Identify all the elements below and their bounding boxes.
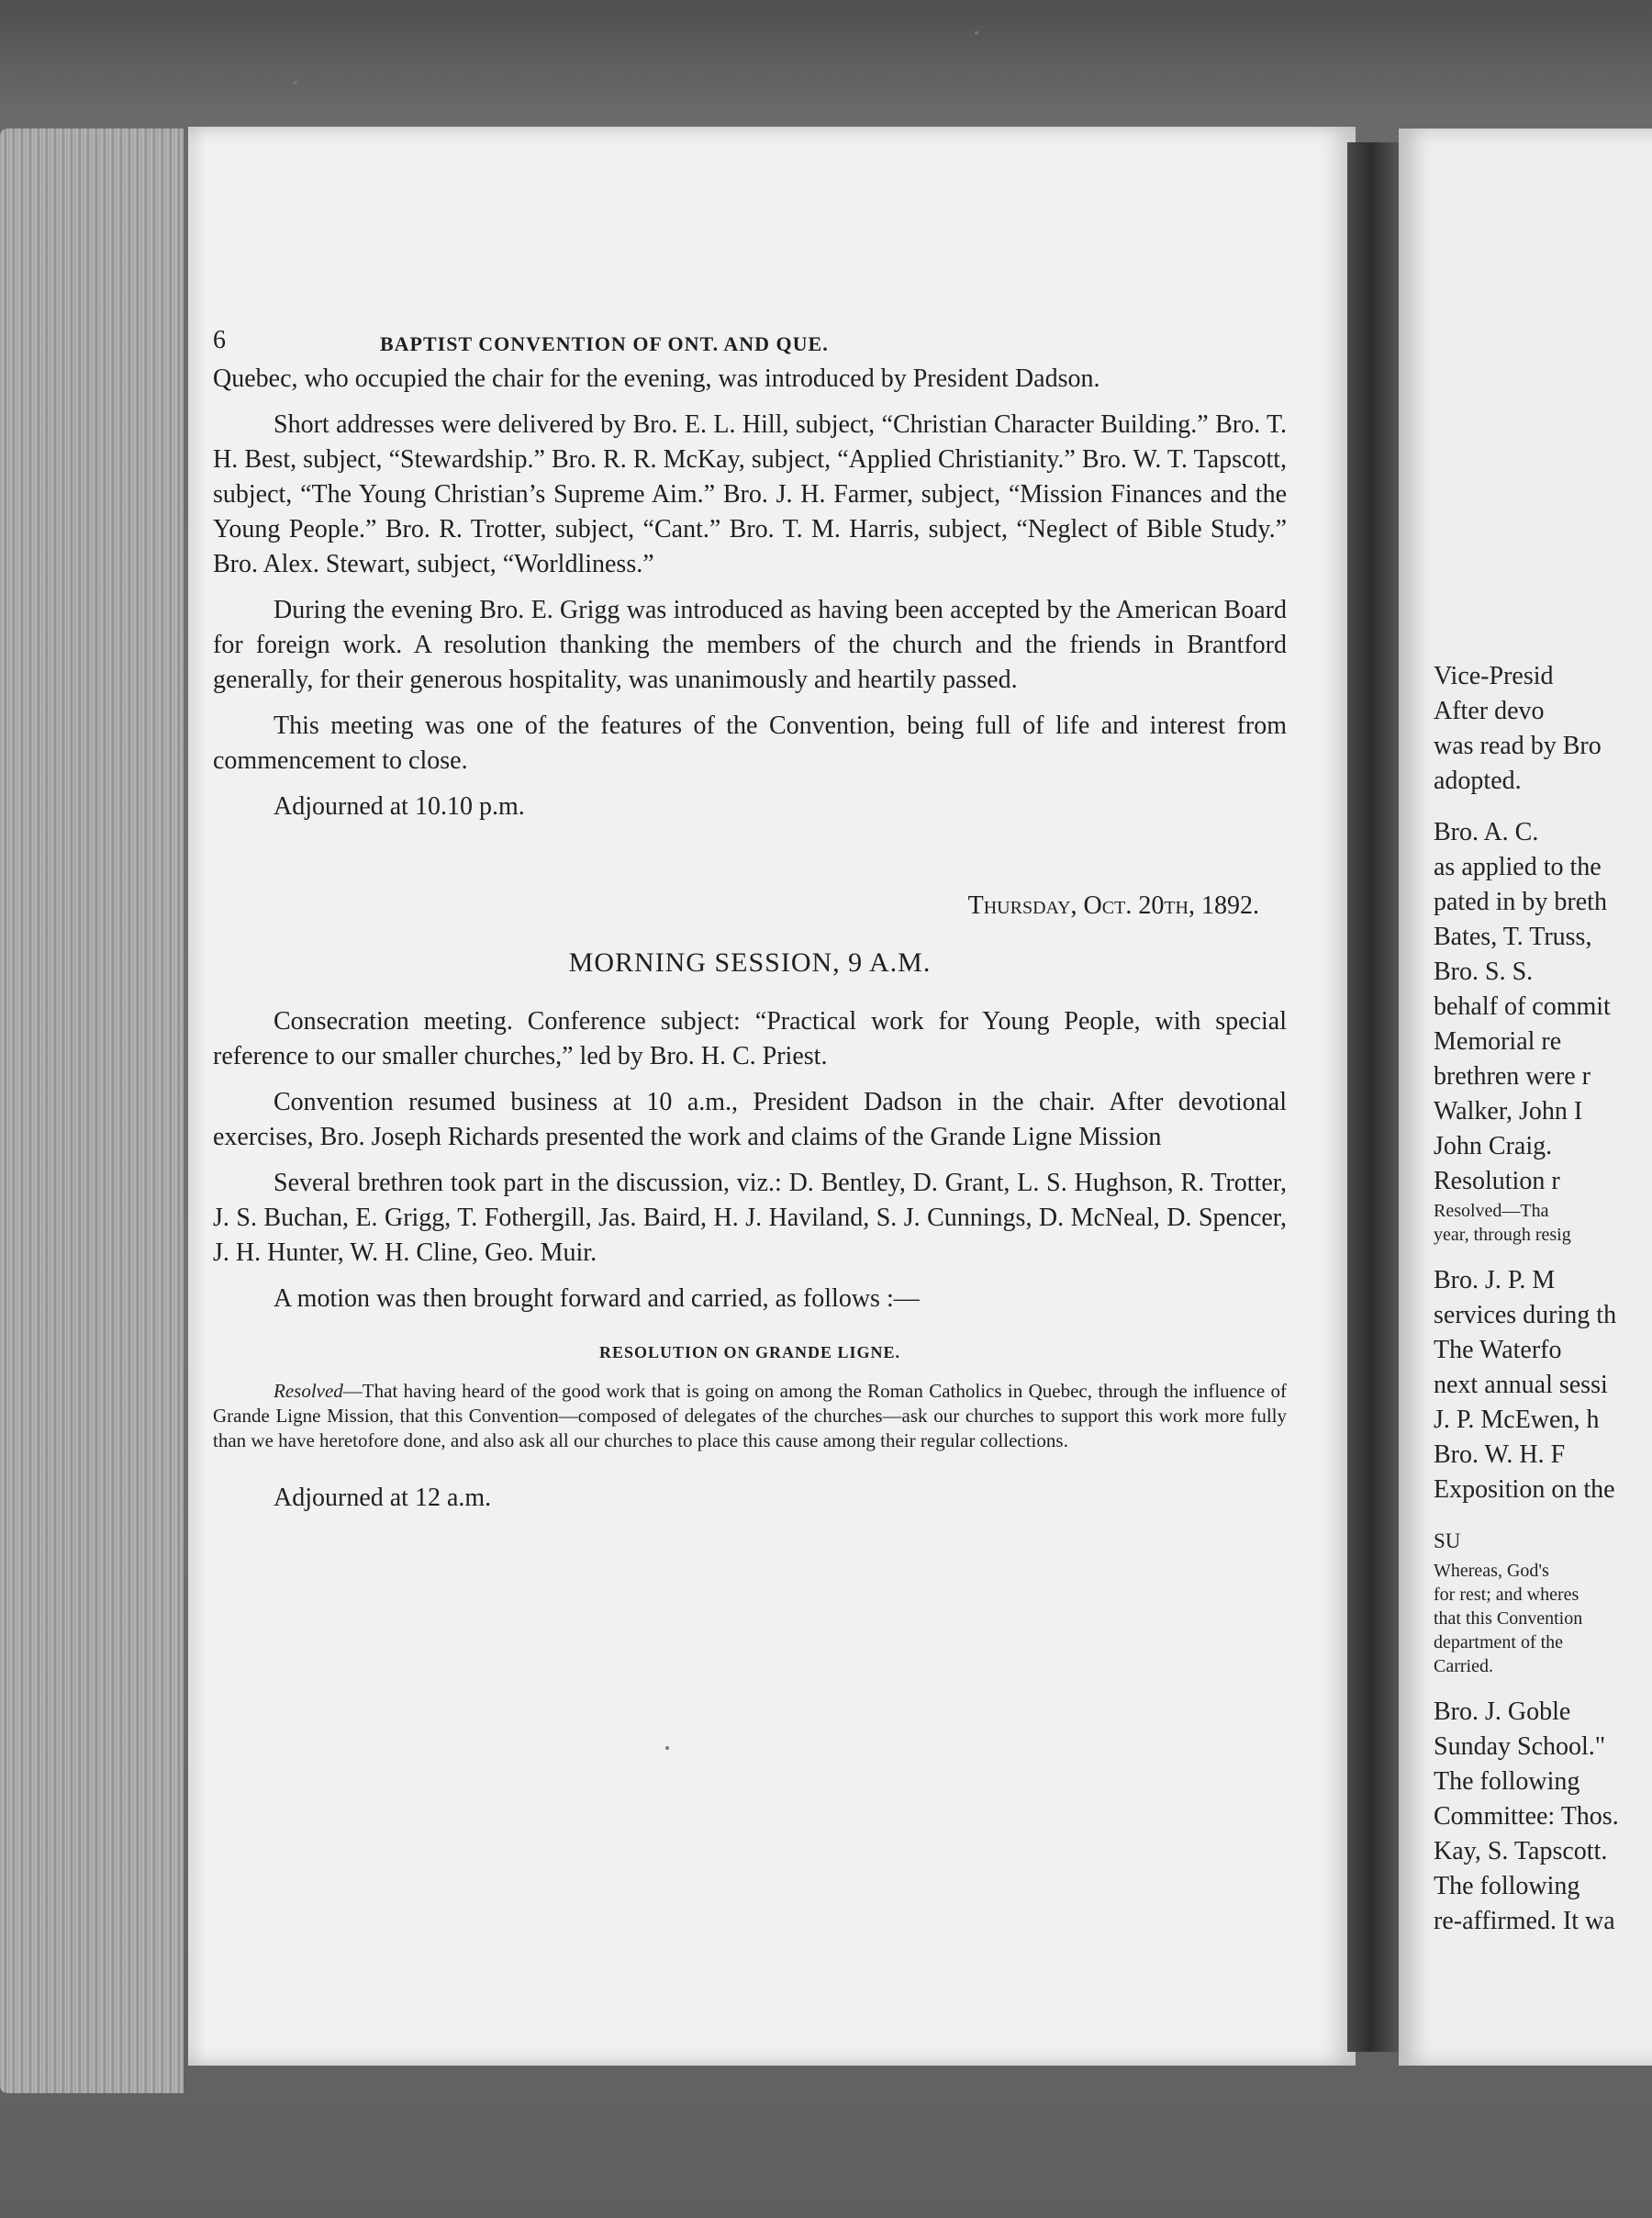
dust-speck [665, 1746, 669, 1750]
right-line: Committee: Thos. [1434, 1802, 1619, 1831]
right-line: Exposition on the [1434, 1475, 1615, 1504]
paragraph-quebec-chair: Quebec, who occupied the chair for the evening, was introduced by President Dadson. [213, 364, 1100, 393]
paragraph-adjourned-morning: Adjourned at 12 a.m. [273, 1484, 492, 1512]
running-title: BAPTIST CONVENTION OF ONT. AND QUE. [380, 332, 829, 355]
paragraph-convention-resumed: Convention resumed business at 10 a.m., President Dadson in the chair. After devotional exercises, Bro. Joseph Richards presented the work and claims of the Grande Ligne Mission [213, 1088, 1287, 1151]
right-line: services during th [1434, 1301, 1617, 1329]
left-page-text [213, 321, 1287, 1527]
right-small-line: year, through resig [1434, 1225, 1571, 1245]
right-small-line: for rest; and wheres [1434, 1585, 1579, 1605]
right-line: next annual sessi [1434, 1371, 1608, 1399]
right-heading-fragment: SU [1434, 1529, 1461, 1552]
right-small-line: Carried. [1434, 1656, 1493, 1676]
right-line: J. P. McEwen, h [1434, 1406, 1600, 1434]
paragraph-consecration-meeting: Consecration meeting. Conference subject: “Practical work for Young People, with special reference to our smaller churches,” led by Bro. H. C. Priest. [213, 1007, 1287, 1070]
right-line: Bro. J. P. M [1434, 1266, 1556, 1294]
right-page-text [1434, 659, 1652, 1939]
right-line: pated in by breth [1434, 888, 1607, 916]
right-line: brethren were r [1434, 1062, 1591, 1091]
right-line: The Waterfo [1434, 1336, 1562, 1364]
right-small-line: Resolved—Tha [1434, 1201, 1549, 1221]
right-small-line: Whereas, God's [1434, 1561, 1549, 1581]
resolution-heading: RESOLUTION ON GRANDE LIGNE. [598, 1343, 901, 1361]
paragraph-discussion-brethren: Several brethren took part in the discussion, viz.: D. Bentley, D. Grant, L. S. Hughson, R. Trotter, J. S. Buchan, E. Grigg, T. Fothergill, Jas. Baird, H. J. Haviland, S. J. Cunnings, D. McNeal, D. Spencer, J. H. Hunter, W. H. Cline, Geo. Muir. [213, 1169, 1287, 1267]
right-small-line: department of the [1434, 1632, 1564, 1652]
right-line: as applied to the [1434, 853, 1602, 881]
right-line: Vice-Presid [1434, 662, 1554, 690]
right-line: The following [1434, 1872, 1580, 1900]
right-line: Bro. W. H. F [1434, 1440, 1566, 1469]
resolution-text [213, 1379, 1287, 1453]
dust-speck [975, 31, 978, 35]
right-line: Resolution r [1434, 1167, 1560, 1195]
right-line: adopted. [1434, 767, 1522, 795]
right-line: Bro. A. C. [1434, 818, 1539, 846]
right-line: re-affirmed. It wa [1434, 1907, 1615, 1935]
paragraph-meeting-features: This meeting was one of the features of the Convention, being full of life and interest from commencement to close. [213, 711, 1287, 775]
right-line: John Craig. [1434, 1132, 1553, 1160]
running-head [213, 321, 1287, 362]
paragraph-short-addresses: Short addresses were delivered by Bro. E. L. Hill, subject, “Christian Character Building.” Bro. T. H. Best, subject, “Stewardship.” Bro. R. R. McKay, subject, “Applied Christianity.” Bro. W. T. Tapscott, subject, “The Young Christian’s Supreme Aim.” Bro. J. H. Farmer, subject, “Mission Finances and the Young People.” Bro. R. Trotter, subject, “Cant.” Bro. T. M. Harris, subject, “Neglect of Bible Study.” Bro. Alex. Stewart, subject, “Worldliness.” [213, 410, 1287, 578]
right-line: The following [1434, 1767, 1580, 1796]
paragraph-motion: A motion was then brought forward and carried, as follows :— [273, 1284, 920, 1313]
dust-speck [294, 81, 297, 84]
right-line: Bro. S. S. [1434, 958, 1534, 986]
right-line: was read by Bro [1434, 732, 1602, 760]
right-spacing [1434, 1247, 1652, 1263]
right-spacing [1434, 1507, 1652, 1524]
right-line: Walker, John I [1434, 1097, 1583, 1126]
book-gutter [1347, 142, 1399, 2052]
right-line: Bro. J. Goble [1434, 1697, 1571, 1726]
paragraph-evening-resolution: During the evening Bro. E. Grigg was introduced as having been accepted by the American Board for foreign work. A resolution thanking the members of the church and the friends in Brantford generally, for their generous hospitality, was unanimously and heartily passed. [213, 596, 1287, 694]
right-line: behalf of commit [1434, 992, 1611, 1021]
right-line: Memorial re [1434, 1027, 1562, 1056]
book-page-edges [0, 129, 184, 2093]
page-number: 6 [213, 326, 227, 354]
date-line: Thursday, Oct. 20th, 1892. [967, 891, 1259, 920]
resolution-body: —That having heard of the good work that is going on among the Roman Catholics in Quebec, through the influence of Grande Ligne Mission, that this Convention—composed of delegates of the churches—ask our churches to support this work more fully than we have heretofore done, and also ask all our churches to place this cause among their regular collections. [213, 1380, 1287, 1451]
right-line: Sunday School." [1434, 1732, 1606, 1761]
right-small-line: that this Convention [1434, 1608, 1583, 1629]
right-page-partial [1399, 129, 1652, 2066]
right-line: After devo [1434, 697, 1545, 725]
right-line: Bates, T. Truss, [1434, 923, 1592, 951]
resolved-label: Resolved [273, 1380, 343, 1402]
session-heading: MORNING SESSION, 9 A.M. [568, 947, 932, 978]
right-spacing [1434, 799, 1652, 815]
right-spacing [1434, 1678, 1652, 1695]
right-line: Kay, S. Tapscott. [1434, 1837, 1608, 1865]
paragraph-adjourned-evening: Adjourned at 10.10 p.m. [273, 792, 525, 821]
